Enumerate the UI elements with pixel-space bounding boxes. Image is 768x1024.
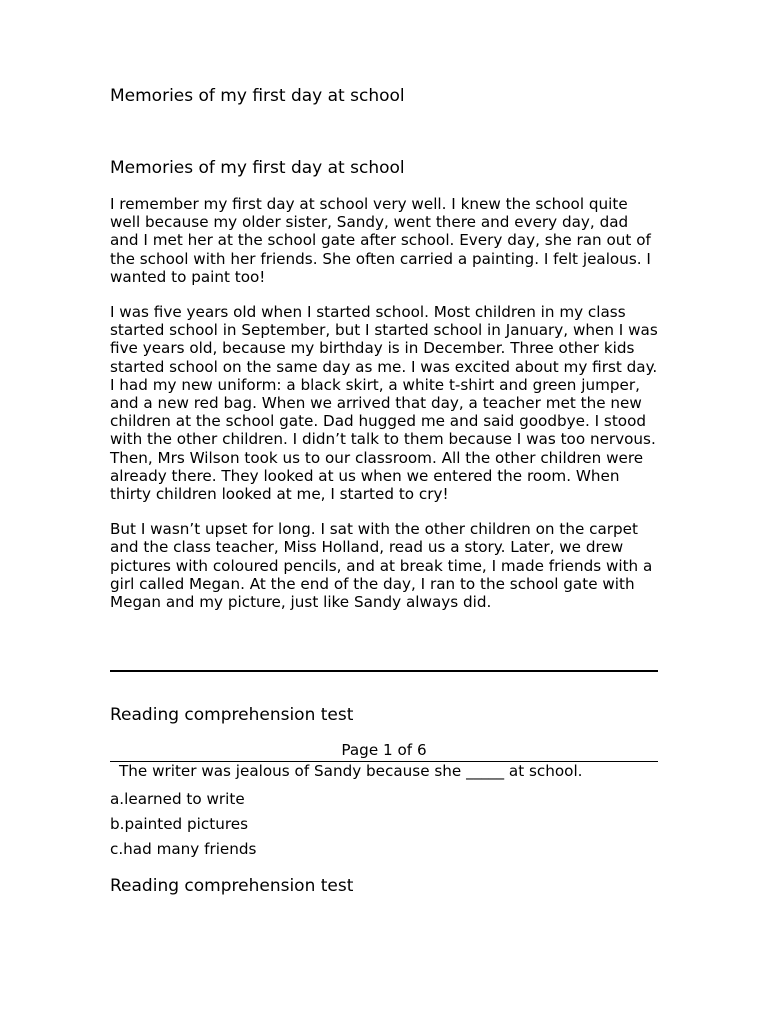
answer-option-c[interactable]: c.had many friends: [110, 840, 257, 858]
answer-options: [110, 790, 256, 865]
document-title: Memories of my first day at school: [110, 86, 405, 106]
test-title: Reading comprehension test: [110, 705, 354, 725]
page-indicator: Page 1 of 6: [341, 741, 427, 759]
story-paragraph: But I wasn’t upset for long. I sat with the other children on the carpet and the class teacher, Miss Holland, read us a story. Later, we drew pictures with coloured pencils, and at break time, I made friends with a girl called Megan. At the end of the day, I ran to the school gate with Megan and my picture, just like Sandy always did.: [110, 520, 653, 612]
story-paragraph: I was five years old when I started school. Most children in my class started school in September, but I started school in January, when I was five years old, because my birthday is in December. Three other kids started school on the same day as me. I was excited about my first day. I had my new uniform: a black skirt, a white t-shirt and green jumper, and a new red bag. When we arrived that day, a teacher met the new children at the school gate. Dad hugged me and said goodbye. I stood with the other children. I didn’t talk to them because I was too nervous. Then, Mrs Wilson took us to our classroom. All the other children were already there. They looked at us when we entered the room. When thirty children looked at me, I started to cry!: [110, 303, 658, 504]
question-text: The writer was jealous of Sandy because she _____ at school.: [119, 762, 583, 780]
story-title: Memories of my first day at school: [110, 158, 405, 178]
section-divider: [110, 670, 658, 672]
story-body: [110, 195, 658, 628]
answer-option-b[interactable]: b.painted pictures: [110, 815, 248, 833]
next-test-title: Reading comprehension test: [110, 876, 354, 896]
answer-option-a[interactable]: a.learned to write: [110, 790, 245, 808]
story-paragraph: I remember my first day at school very well. I knew the school quite well because my older sister, Sandy, went there and every day, dad and I met her at the school gate after school. Every day, she ran out of the school with her friends. She often carried a painting. I felt jealous. I wanted to paint too!: [110, 195, 651, 286]
